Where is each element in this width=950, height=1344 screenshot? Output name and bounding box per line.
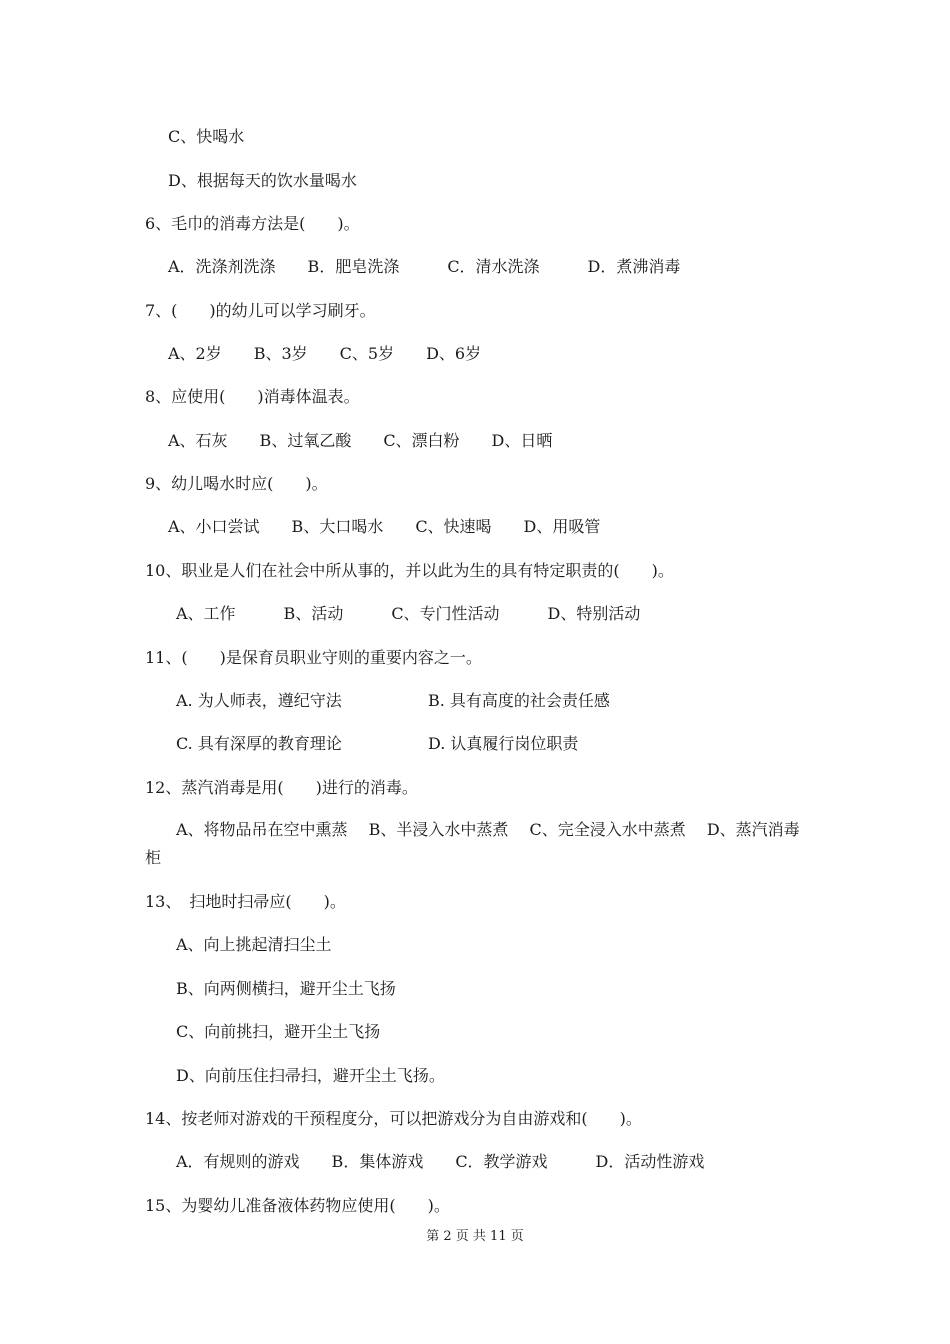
question-12: 12、蒸汽消毒是用( )进行的消毒。: [145, 778, 418, 797]
question-11: 11、( )是保育员职业守则的重要内容之一。: [145, 648, 482, 667]
answer-options-q8: A、石灰 B、过氧乙酸 C、漂白粉 D、日晒: [168, 431, 553, 450]
answer-option-d-q13: D、向前压住扫帚扫，避开尘土飞扬。: [176, 1066, 445, 1085]
answer-option-b-q11: B. 具有高度的社会责任感: [428, 691, 610, 710]
answer-option-c-q5: C、快喝水: [168, 127, 245, 146]
question-7: 7、( )的幼儿可以学习刷牙。: [145, 301, 376, 320]
answer-option-b-q13: B、向两侧横扫，避开尘土飞扬: [176, 979, 396, 998]
question-10: 10、职业是人们在社会中所从事的，并以此为生的具有特定职责的( )。: [145, 561, 674, 580]
answer-options-q7: A、2岁 B、3岁 C、5岁 D、6岁: [168, 344, 482, 363]
question-13: 13、 扫地时扫帚应( )。: [145, 892, 346, 911]
question-8: 8、应使用( )消毒体温表。: [145, 387, 360, 406]
question-6: 6、毛巾的消毒方法是( )。: [145, 214, 360, 233]
question-15: 15、为婴幼儿准备液体药物应使用( )。: [145, 1196, 450, 1215]
answer-options-q12: A、将物品吊在空中熏蒸 B、半浸入水中蒸煮 C、完全浸入水中蒸煮 D、蒸汽消毒柜: [145, 820, 800, 867]
answer-options-q14: A．有规则的游戏 B．集体游戏 C．教学游戏 D．活动性游戏: [176, 1152, 705, 1171]
answer-option-c-q13: C、向前挑扫，避开尘土飞扬: [176, 1022, 381, 1041]
page-number-footer: 第 2 页 共 11 页: [426, 1229, 524, 1244]
answer-option-a-q13: A、向上挑起清扫尘土: [176, 935, 332, 954]
answer-option-d-q11: D. 认真履行岗位职责: [428, 734, 579, 753]
question-9: 9、幼儿喝水时应( )。: [145, 474, 328, 493]
answer-option-c-q11: C. 具有深厚的教育理论: [176, 734, 342, 753]
answer-options-q9: A、小口尝试 B、大口喝水 C、快速喝 D、用吸管: [168, 517, 601, 536]
question-14: 14、按老师对游戏的干预程度分，可以把游戏分为自由游戏和( )。: [145, 1109, 642, 1128]
answer-options-q6: A．洗涤剂洗涤 B．肥皂洗涤 C．清水洗涤 D．煮沸消毒: [168, 257, 681, 276]
answer-options-q10: A、工作 B、活动 C、专门性活动 D、特别活动: [176, 604, 641, 623]
answer-option-d-q5: D、根据每天的饮水量喝水: [168, 171, 357, 190]
answer-option-a-q11: A. 为人师表，遵纪守法: [176, 691, 342, 710]
